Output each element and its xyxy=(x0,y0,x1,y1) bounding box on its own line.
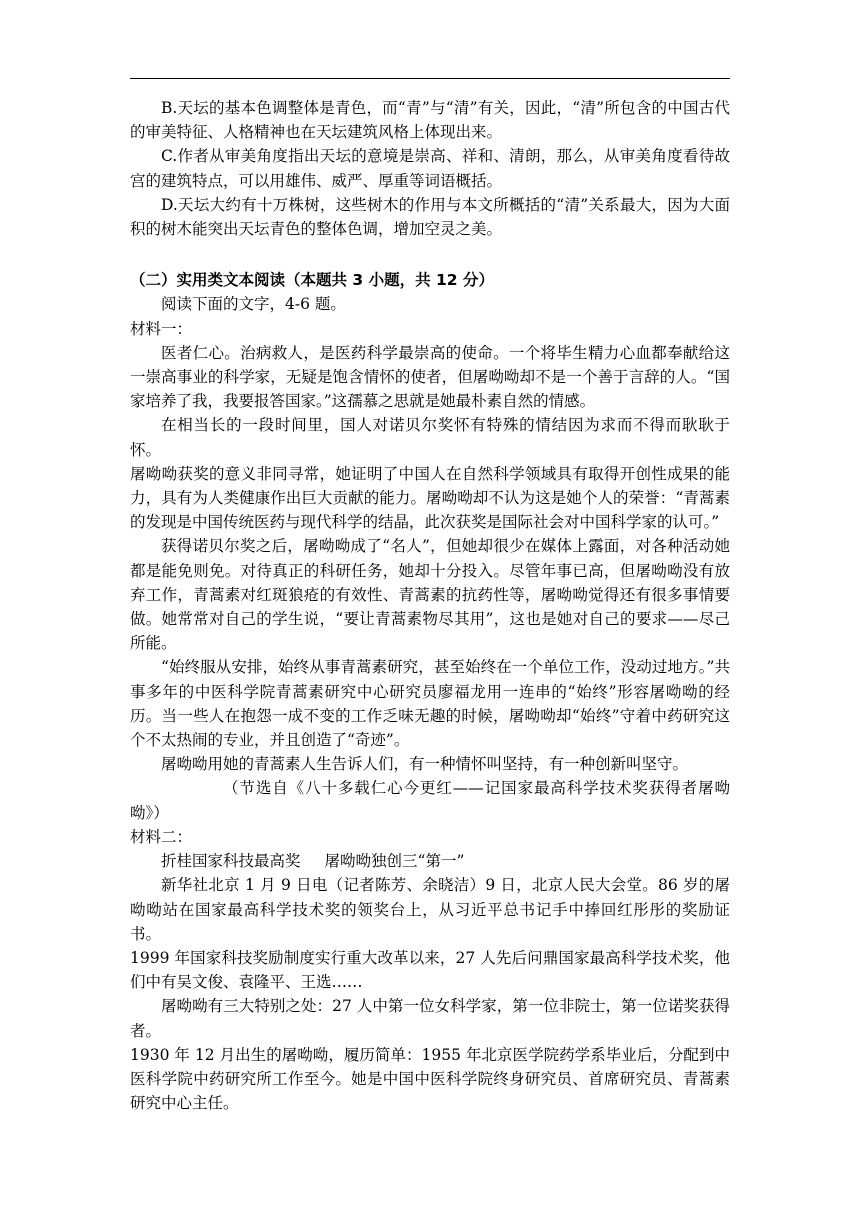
material1-source: （节选自《八十多载仁心今更红——记国家最高科学技术奖获得者屠呦呦》） xyxy=(130,779,730,822)
section-instruction: 阅读下面的文字，4-6 题。 xyxy=(161,295,346,314)
option-d: D.天坛大约有十万株树，这些树木的作用与本文所概括的“清”关系最大，因为大面积的树木能突出天坛青色的整体色调，增加空灵之美。 xyxy=(130,195,730,239)
material2-title xyxy=(130,849,730,873)
material2-paragraph-1: 新华社北京 1 月 9 日电（记者陈芳、余晓洁）9 日，北京人民大会堂。86 岁的屠呦呦站在国家最高科学技术奖的领奖台上，从习近平总书记手中捧回红彤彤的奖励证书。 xyxy=(130,876,730,943)
material2-title-b: 屠呦呦独创三“第一” xyxy=(324,852,465,871)
material1-paragraph-2: 在相当长的一段时间里，国人对诺贝尔奖怀有特殊的情结因为求而不得而耿耿于怀。 xyxy=(130,416,730,459)
spacer xyxy=(130,241,730,268)
material2-title-a: 折桂国家科技最高奖 xyxy=(161,852,301,871)
material1-paragraph-6: 屠呦呦用她的青蒿素人生告诉人们，有一种情怀叫坚持，有一种创新叫坚守。 xyxy=(161,755,689,774)
option-b: B.天坛的基本色调整体是青色，而“青”与“清”有关，因此，“清”所包含的中国古代的审美特征、人格精神也在天坛建筑风格上体现出来。 xyxy=(130,99,730,142)
option-c: C.作者从审美角度指出天坛的意境是崇高、祥和、清朗，那么，从审美角度看待故宫的建筑特点，可以用雄伟、威严、厚重等词语概括。 xyxy=(130,147,730,190)
material1-paragraph-3: 屠呦呦获奖的意义非同寻常，她证明了中国人在自然科学领域具有取得开创性成果的能力，具有为人类健康作出巨大贡献的能力。屠呦呦却不认为这是她个人的荣誉：“青蒿素的发现是中国传统医药与现代科学的结晶，此次获奖是国际社会对中国科学家的认可。” xyxy=(130,464,730,532)
material2-label: 材料二： xyxy=(130,827,193,846)
page-content xyxy=(130,96,730,1115)
material1-label: 材料一： xyxy=(130,319,193,338)
section-heading: （二）实用类文本阅读（本题共 3 小题，共 12 分） xyxy=(130,271,494,290)
material2-paragraph-2: 1999 年国家科技奖励制度实行重大改革以来，27 人先后问鼎国家最高科学技术奖，他们中有吴文俊、袁隆平、王选…… xyxy=(130,948,730,992)
material2-paragraph-4: 1930 年 12 月出生的屠呦呦，履历简单：1955 年北京医学院药学系毕业后，分配到中医科学院中药研究所工作至今。她是中国中医科学院终身研究员、首席研究员、青蒿素研究中心主任。 xyxy=(130,1045,730,1113)
material1-paragraph-5: “始终服从安排，始终从事青蒿素研究，甚至始终在一个单位工作，没动过地方。”共事多年的中医科学院青蒿素研究中心研究员廖福龙用一连串的“始终”形容屠呦呦的经历。当一些人在抱怨一成不变的工作乏味无趣的时候，屠呦呦却“始终”守着中药研究这个不太热闹的专业，并且创造了“奇迹”。 xyxy=(130,658,730,750)
header-rule xyxy=(130,78,730,79)
material1-paragraph-4: 获得诺贝尔奖之后，屠呦呦成了“名人”，但她却很少在媒体上露面，对各种活动她都是能免则免。对待真正的科研任务，她却十分投入。尽管年事已高，但屠呦呦没有放弃工作，青蒿素对红斑狼疮的有效性、青蒿素的抗药性等，屠呦呦觉得还有很多事情要做。她常常对自己的学生说，“要让青蒿素物尽其用”，这也是她对自己的要求——尽己所能。 xyxy=(130,537,730,653)
material1-paragraph-1: 医者仁心。治病救人，是医药科学最崇高的使命。一个将毕生精力心血都奉献给这一崇高事业的科学家，无疑是饱含情怀的使者，但屠呦呦却不是一个善于言辞的人。“国家培养了我，我要报答国家。”这孺慕之思就是她最朴素自然的情感。 xyxy=(130,343,730,411)
material2-paragraph-3: 屠呦呦有三大特别之处：27 人中第一位女科学家，第一位非院士，第一位诺奖获得者。 xyxy=(130,997,730,1040)
